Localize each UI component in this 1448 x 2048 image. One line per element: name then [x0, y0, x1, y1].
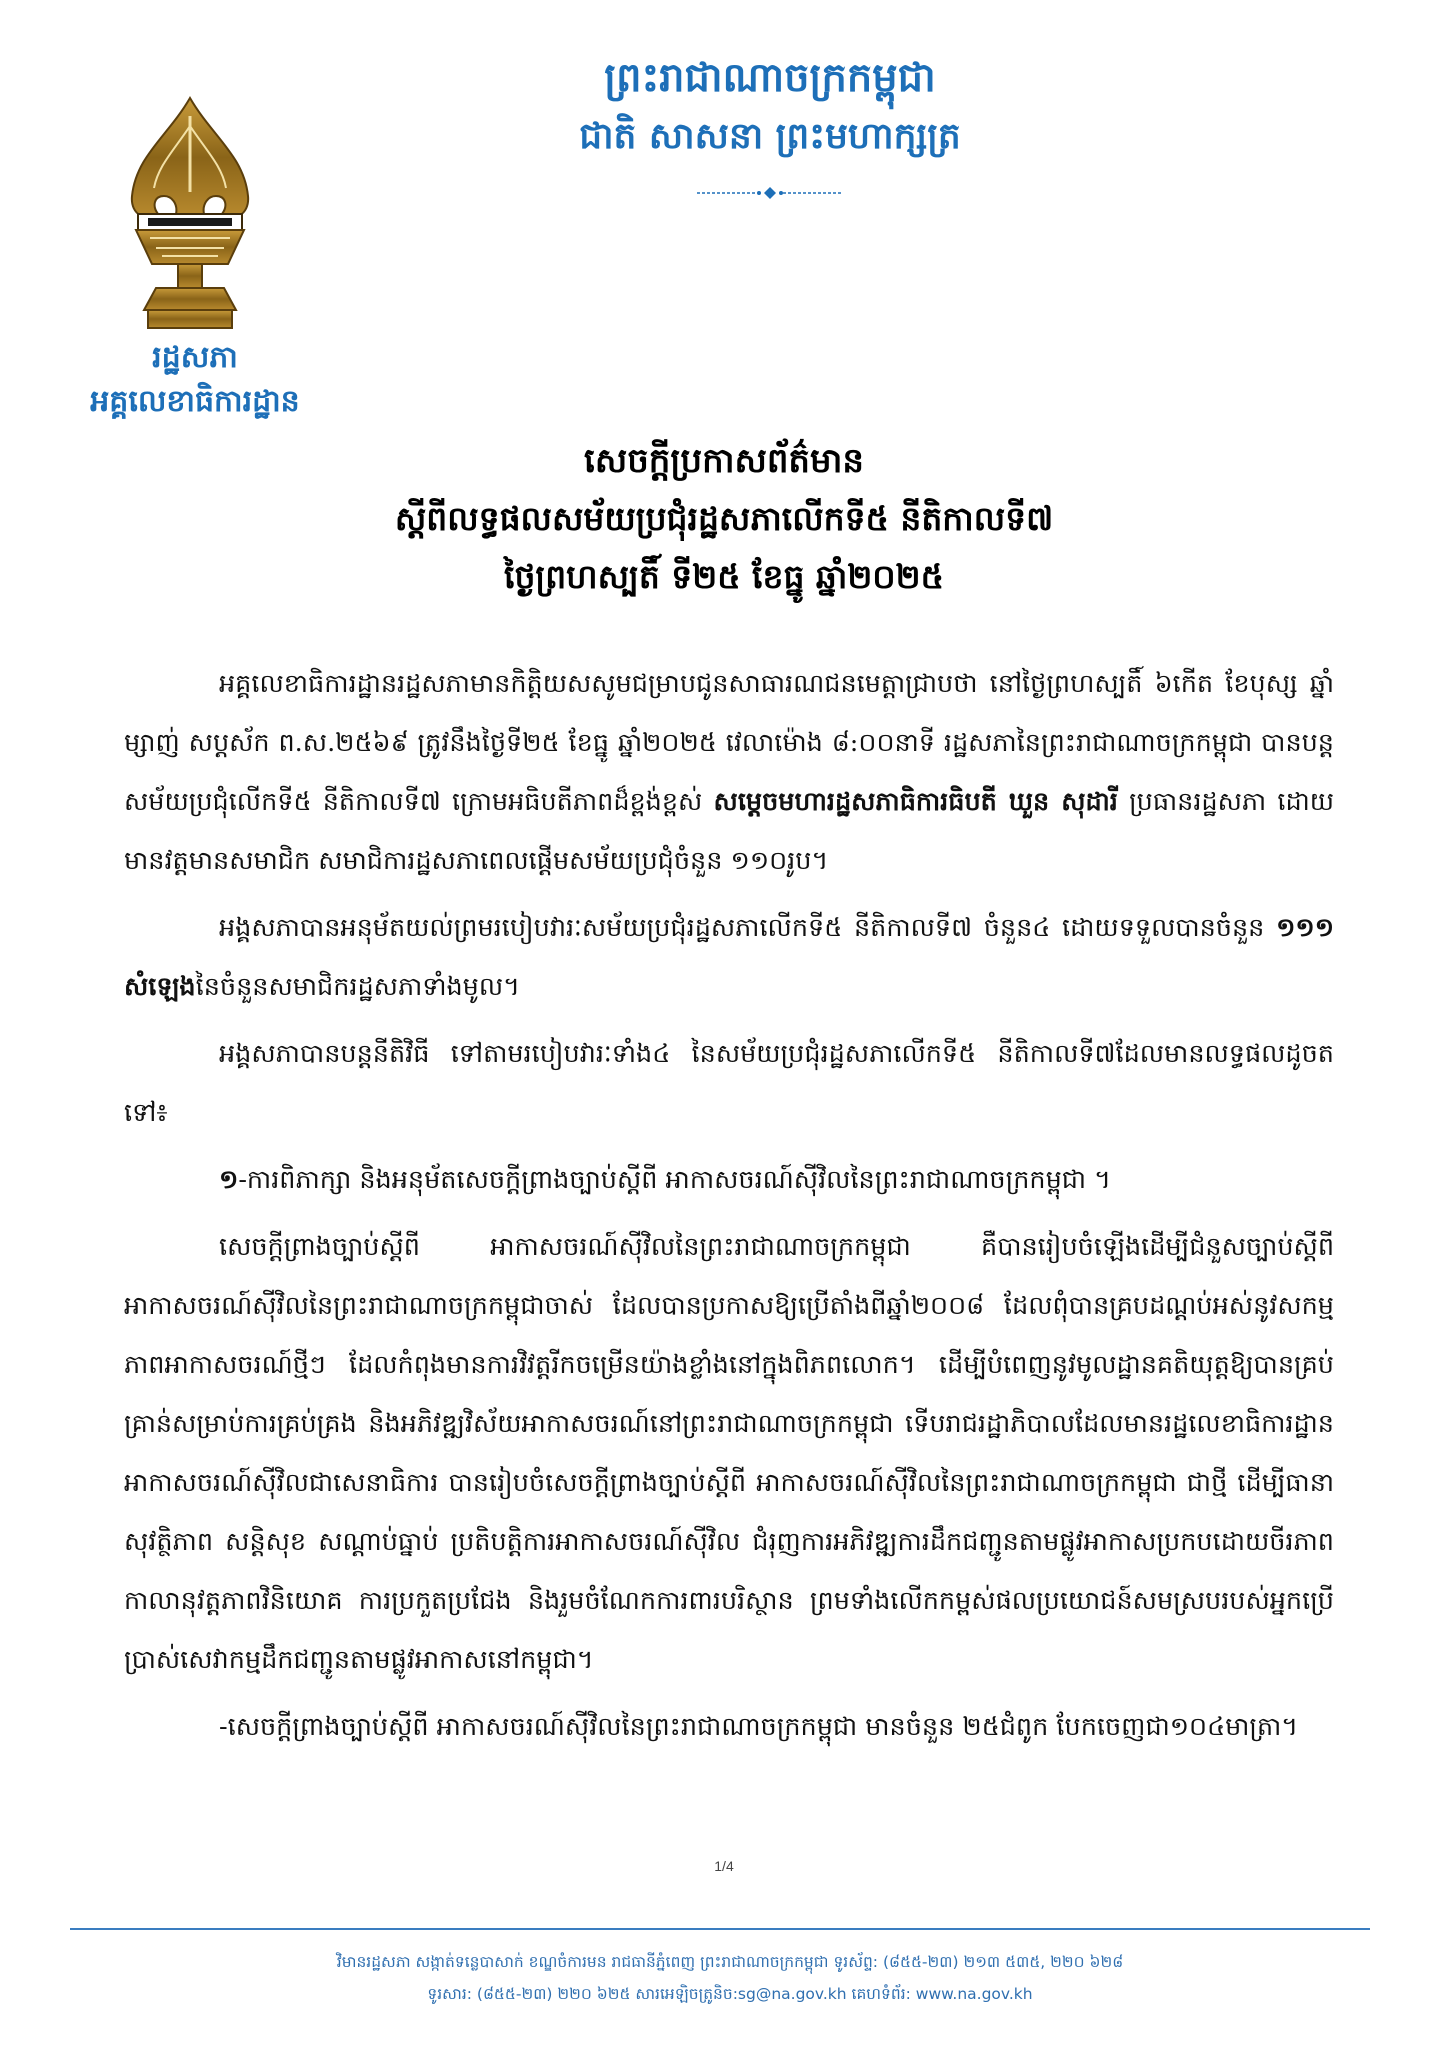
emblem-icon: [128, 96, 252, 332]
paragraph-5: -សេចក្តីព្រាងច្បាប់ស្តីពី អាកាសចរណ៍ស៊ីវិលនៃព្រះរាជាណាចក្រកម្ពុជា មានចំនួន ២៥ជំពូក បែកចេញជា១០៤មាត្រា។: [219, 1712, 1299, 1742]
ornament-icon: [695, 186, 845, 200]
title-line-1: សេចក្តីប្រកាសព័ត៌មាន: [584, 441, 864, 481]
agenda-item-1: [124, 1151, 1334, 1210]
document-title: [300, 432, 1148, 606]
title-line-2: ស្តីពីលទ្ធផលសម័យប្រជុំរដ្ឋសភាលើកទី៥ នីតិកាលទី៧: [394, 499, 1054, 538]
footer-address: វិមានរដ្ឋសភា សង្កាត់ទន្លេបាសាក់ ខណ្ឌចំការមន រាជធានីភ្នំពេញ ព្រះរាជាណាចក្រកម្ពុជា ទូរស័ព្ទ: (៨៥៥-២៣) ២១៣ ៥៣៥, ២២០ ៦២៨: [336, 1953, 1124, 1971]
paragraph-2: [124, 899, 1334, 1017]
document-body: [124, 655, 1334, 1765]
issuer-block: [60, 336, 330, 424]
agenda-item-text: -ការពិភាក្សា និងអនុម័តសេចក្តីព្រាងច្បាប់ស្តីពី អាកាសចរណ៍ស៊ីវិលនៃព្រះរាជាណាចក្រកម្ពុជា ។: [238, 1165, 1111, 1195]
paragraph-2-text-a: អង្គសភាបានអនុម័តយល់ព្រមរបៀបវារៈសម័យប្រជុំរដ្ឋសភាលើកទី៥ នីតិកាលទី៧ ចំនួន៤ ដោយទទួលបានចំនួន: [219, 913, 1277, 943]
paragraph-2-text-c: នៃចំនួនសមាជិករដ្ឋសភាទាំងមូល។: [195, 972, 520, 1002]
footer: [130, 1946, 1330, 2010]
paragraph-1-text-a: អគ្គលេខាធិការដ្ឋានរដ្ឋសភាមានកិត្តិយសសូមជម្រាបជូនសាធារណជនមេត្តាជ្រាបថា នៅថ្ងៃព្រហស្បតិ៍ ៦កើត ខែបុស្ស ឆ្នាំម្សាញ់ សប្តស័ក ព.ស.២៥៦៩ ត្រូវនឹងថ្ងៃទី២៥ ខែធ្នូ ឆ្នាំ២០២៥ វេលាម៉ោង ៨:០០នាទី រដ្ឋសភានៃព្រះរាជាណាចក្រកម្ពុជា បានបន្តសម័យប្រជុំលើកទី៥ នីតិកាលទី៧ ក្រោមអធិបតីភាពដ៏ខ្ពង់ខ្ពស់: [124, 669, 1334, 817]
paragraph-3: អង្គសភាបានបន្តនីតិវិធី ទៅតាមរបៀបវារៈទាំង៤ នៃសម័យប្រជុំរដ្ឋសភាលើកទី៥ នីតិកាលទី៧ដែលមានលទ្ធផលដូចតទៅ៖: [124, 1039, 1334, 1128]
president-name: សម្តេចមហារដ្ឋសភាធិការធិបតី ឃួន សុដារី: [713, 787, 1118, 817]
footer-divider: [70, 1928, 1370, 1930]
department-name: អគ្គលេខាធិការដ្ឋាន: [90, 384, 300, 419]
divider-ornament: [560, 186, 980, 200]
paragraph-4: សេចក្តីព្រាងច្បាប់ស្តីពី អាកាសចរណ៍ស៊ីវិលនៃព្រះរាជាណាចក្រកម្ពុជា គឺបានរៀបចំឡើងដើម្បីជំនួសច្បាប់ស្តីពី អាកាសចរណ៍ស៊ីវិលនៃព្រះរាជាណាចក្រកម្ពុជាចាស់ ដែលបានប្រកាសឱ្យប្រើតាំងពីឆ្នាំ២០០៨ ដែលពុំបានគ្របដណ្តប់អស់នូវសកម្មភាពអាកាសចរណ៍ថ្មីៗ ដែលកំពុងមានការវិវត្តរីកចម្រើនយ៉ាងខ្លាំងនៅក្នុងពិភពលោក។ ដើម្បីបំពេញនូវមូលដ្ឋានគតិយុត្តឱ្យបានគ្រប់គ្រាន់សម្រាប់ការគ្រប់គ្រង និងអភិវឌ្ឍវិស័យអាកាសចរណ៍នៅព្រះរាជាណាចក្រកម្ពុជា ទើបរាជរដ្ឋាភិបាលដែលមានរដ្ឋលេខាធិការដ្ឋានអាកាសចរណ៍ស៊ីវិលជាសេនាធិការ បានរៀបចំសេចក្តីព្រាងច្បាប់ស្តីពី អាកាសចរណ៍ស៊ីវិលនៃព្រះរាជាណាចក្រកម្ពុជា ជាថ្មី ដើម្បីធានាសុវត្ថិភាព សន្តិសុខ សណ្តាប់ធ្នាប់ ប្រតិបត្តិការអាកាសចរណ៍ស៊ីវិល ជំរុញការអភិវឌ្ឍការដឹកជញ្ជូនតាមផ្លូវអាកាសប្រកបដោយចីរភាព កាលានុវត្តភាពវិនិយោគ ការប្រកួតប្រជែង និងរួមចំណែកការពារបរិស្ថាន ព្រមទាំងលើកកម្ពស់ផលប្រយោជន៍សមស្របរបស់អ្នកប្រើប្រាស់សេវាកម្មដឹកជញ្ជូនតាមផ្លូវអាកាសនៅកម្ពុជា។: [124, 1232, 1334, 1675]
paragraph-1: [124, 655, 1334, 891]
agenda-item-number: ១: [219, 1165, 239, 1195]
kingdom-header: [560, 48, 980, 200]
national-motto: ជាតិ សាសនា ព្រះមហាក្សត្រ: [579, 115, 961, 157]
page-number: 1/4: [714, 1858, 734, 1874]
kingdom-name: ព្រះរាជាណាចក្រកម្ពុជា: [604, 54, 936, 101]
vote-count: ១១១ សំឡេង: [124, 913, 1334, 1002]
paragraph-1-text-c: ប្រធានរដ្ឋសភា ដោយមានវត្តមានសមាជិក សមាជិការដ្ឋសភាពេលផ្តើមសម័យប្រជុំចំនួន ១១០រូប។: [124, 787, 1335, 876]
footer-contact: ទូរសារ: (៨៥៥-២៣) ២២០ ៦២៥ សារអេឡិចត្រូនិច:sg@na.gov.kh គេហទំព័រ: www.na.gov.kh: [427, 1985, 1033, 2003]
institution-name: រដ្ឋសភា: [152, 340, 238, 375]
title-line-3: ថ្ងៃព្រហស្បតិ៍ ទី២៥ ខែធ្នូ ឆ្នាំ២០២៥: [503, 557, 945, 596]
national-assembly-emblem: [128, 96, 252, 332]
